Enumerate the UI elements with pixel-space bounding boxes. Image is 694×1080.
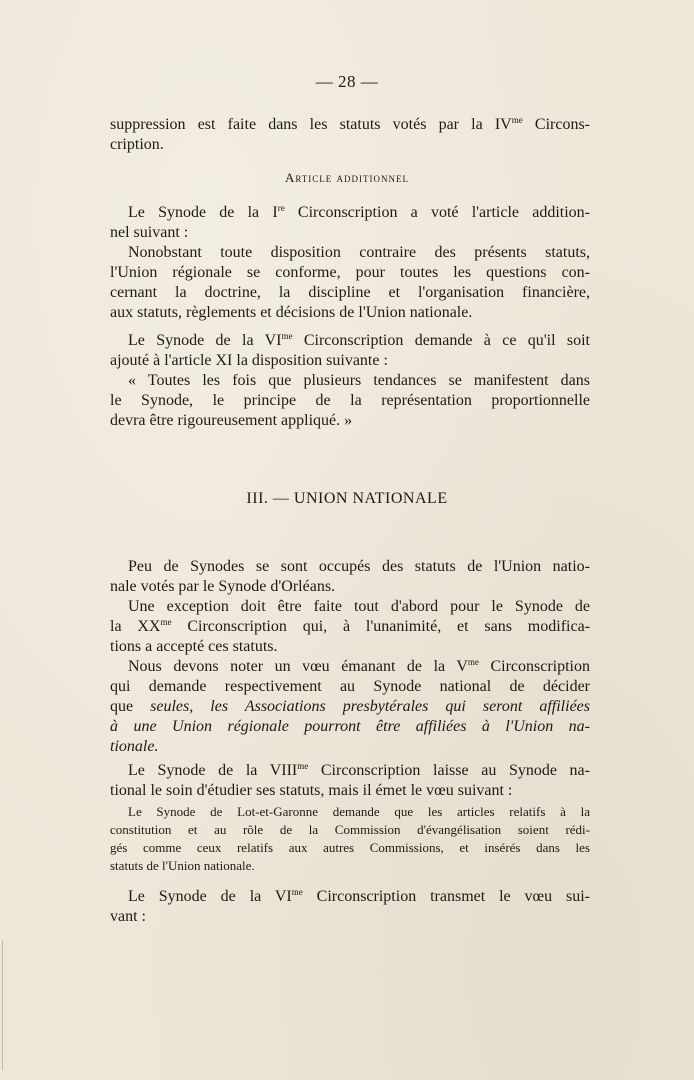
page-number: — 28 —	[315, 72, 379, 91]
paragraph-synode-transmet	[110, 887, 590, 927]
text-span: Nous devons noter un vœu émanant de la V	[128, 658, 468, 675]
text-line: Une exception doit être faite tout d'abord pour le Synode de	[128, 598, 590, 615]
text-line: nale votés par le Synode d'Orléans.	[110, 578, 336, 595]
paragraph-peu-de-synodes	[110, 557, 590, 597]
text-line	[110, 331, 590, 351]
text-line: ajouté à l'article XI la disposition suivante :	[110, 352, 388, 369]
text-line: cription.	[110, 136, 164, 153]
text-span: Le Synode de la VI	[128, 332, 282, 349]
text-span: Circons-	[522, 116, 591, 133]
text-line	[110, 617, 590, 637]
text-line: aux statuts, règlements et décisions de l'Union nationale.	[110, 304, 473, 321]
text-span: Circonscription laisse au Synode na-	[308, 762, 590, 779]
article-heading: Article additionnel	[284, 170, 410, 185]
text-span: Le Synode de la I	[128, 204, 278, 221]
text-span: suppression est faite dans les statuts votés par la IV	[110, 116, 512, 133]
superscript: me	[511, 115, 523, 125]
text-line: à une Union régionale pourront être affiliées à l'Union na-	[110, 718, 590, 735]
text-span: Le Synode de la VI	[128, 888, 292, 905]
text-line	[110, 697, 590, 717]
text-line	[110, 761, 590, 781]
paragraph-synode-sixth	[110, 331, 590, 371]
text-line: constitution et au rôle de la Commission d'évangélisation soient rédi-	[110, 822, 590, 837]
text-line: Le Synode de Lot-et-Garonne demande que les articles relatifs à la	[128, 804, 590, 819]
text-line: qui demande respectivement au Synode national de décider	[110, 678, 590, 695]
text-span: Circonscription transmet le vœu sui-	[302, 888, 591, 905]
text-line: tional le soin d'étudier ses statuts, mais il émet le vœu suivant :	[110, 782, 513, 799]
text-line: le Synode, le principe de la représentation proportionnelle	[110, 392, 590, 409]
text-line: tionale.	[110, 738, 159, 755]
superscript: me	[160, 617, 172, 627]
text-span: Circonscription a voté l'article addition-	[284, 204, 591, 221]
paragraph-suppression	[110, 115, 590, 155]
paragraph-voeu	[110, 657, 590, 757]
text-line: l'Union régionale se conforme, pour toutes les questions con-	[110, 264, 590, 281]
paragraph-lot-et-garonne	[110, 803, 590, 875]
text-span: que	[110, 698, 151, 715]
text-span: la XX	[110, 618, 161, 635]
italic-span: seules, les Associations presbytérales qui seront affiliées	[150, 698, 591, 715]
text-line: vant :	[110, 908, 146, 925]
text-line: statuts de l'Union nationale.	[110, 858, 255, 873]
text-span: Circonscription	[478, 658, 590, 675]
text-line: « Toutes les fois que plusieurs tendances se manifestent dans	[128, 372, 590, 389]
text-line: tions a accepté ces statuts.	[110, 638, 278, 655]
paragraph-quote	[110, 371, 590, 431]
text-line	[110, 887, 590, 907]
text-line: Nonobstant toute disposition contraire des présents statuts,	[128, 244, 590, 261]
page-edge-mark	[2, 940, 3, 1070]
text-line: Peu de Synodes se sont occupés des statuts de l'Union natio-	[128, 558, 590, 575]
text-line	[110, 115, 590, 135]
superscript: re	[277, 203, 285, 213]
text-line	[110, 203, 590, 223]
text-span: Circonscription demande à ce qu'il soit	[292, 332, 591, 349]
text-line: gés comme ceux relatifs aux autres Commissions, et insérés dans les	[110, 840, 590, 855]
text-span: Circonscription qui, à l'unanimité, et sans modifica-	[171, 618, 591, 635]
text-line: devra être rigoureusement appliqué. »	[110, 412, 353, 429]
text-span: Le Synode de la VIII	[128, 762, 298, 779]
paragraph-synode-eighth	[110, 761, 590, 801]
superscript: me	[467, 657, 479, 667]
paragraph-synode-first	[110, 203, 590, 243]
superscript: me	[297, 761, 309, 771]
text-line: cernant la doctrine, la discipline et l'organisation financière,	[110, 284, 590, 301]
text-line	[110, 657, 590, 677]
paragraph-nonobstant	[110, 243, 590, 323]
paragraph-exception	[110, 597, 590, 657]
superscript: me	[291, 887, 303, 897]
text-line: nel suivant :	[110, 224, 189, 241]
section-title: III. — UNION NATIONALE	[246, 490, 448, 507]
superscript: me	[281, 331, 293, 341]
